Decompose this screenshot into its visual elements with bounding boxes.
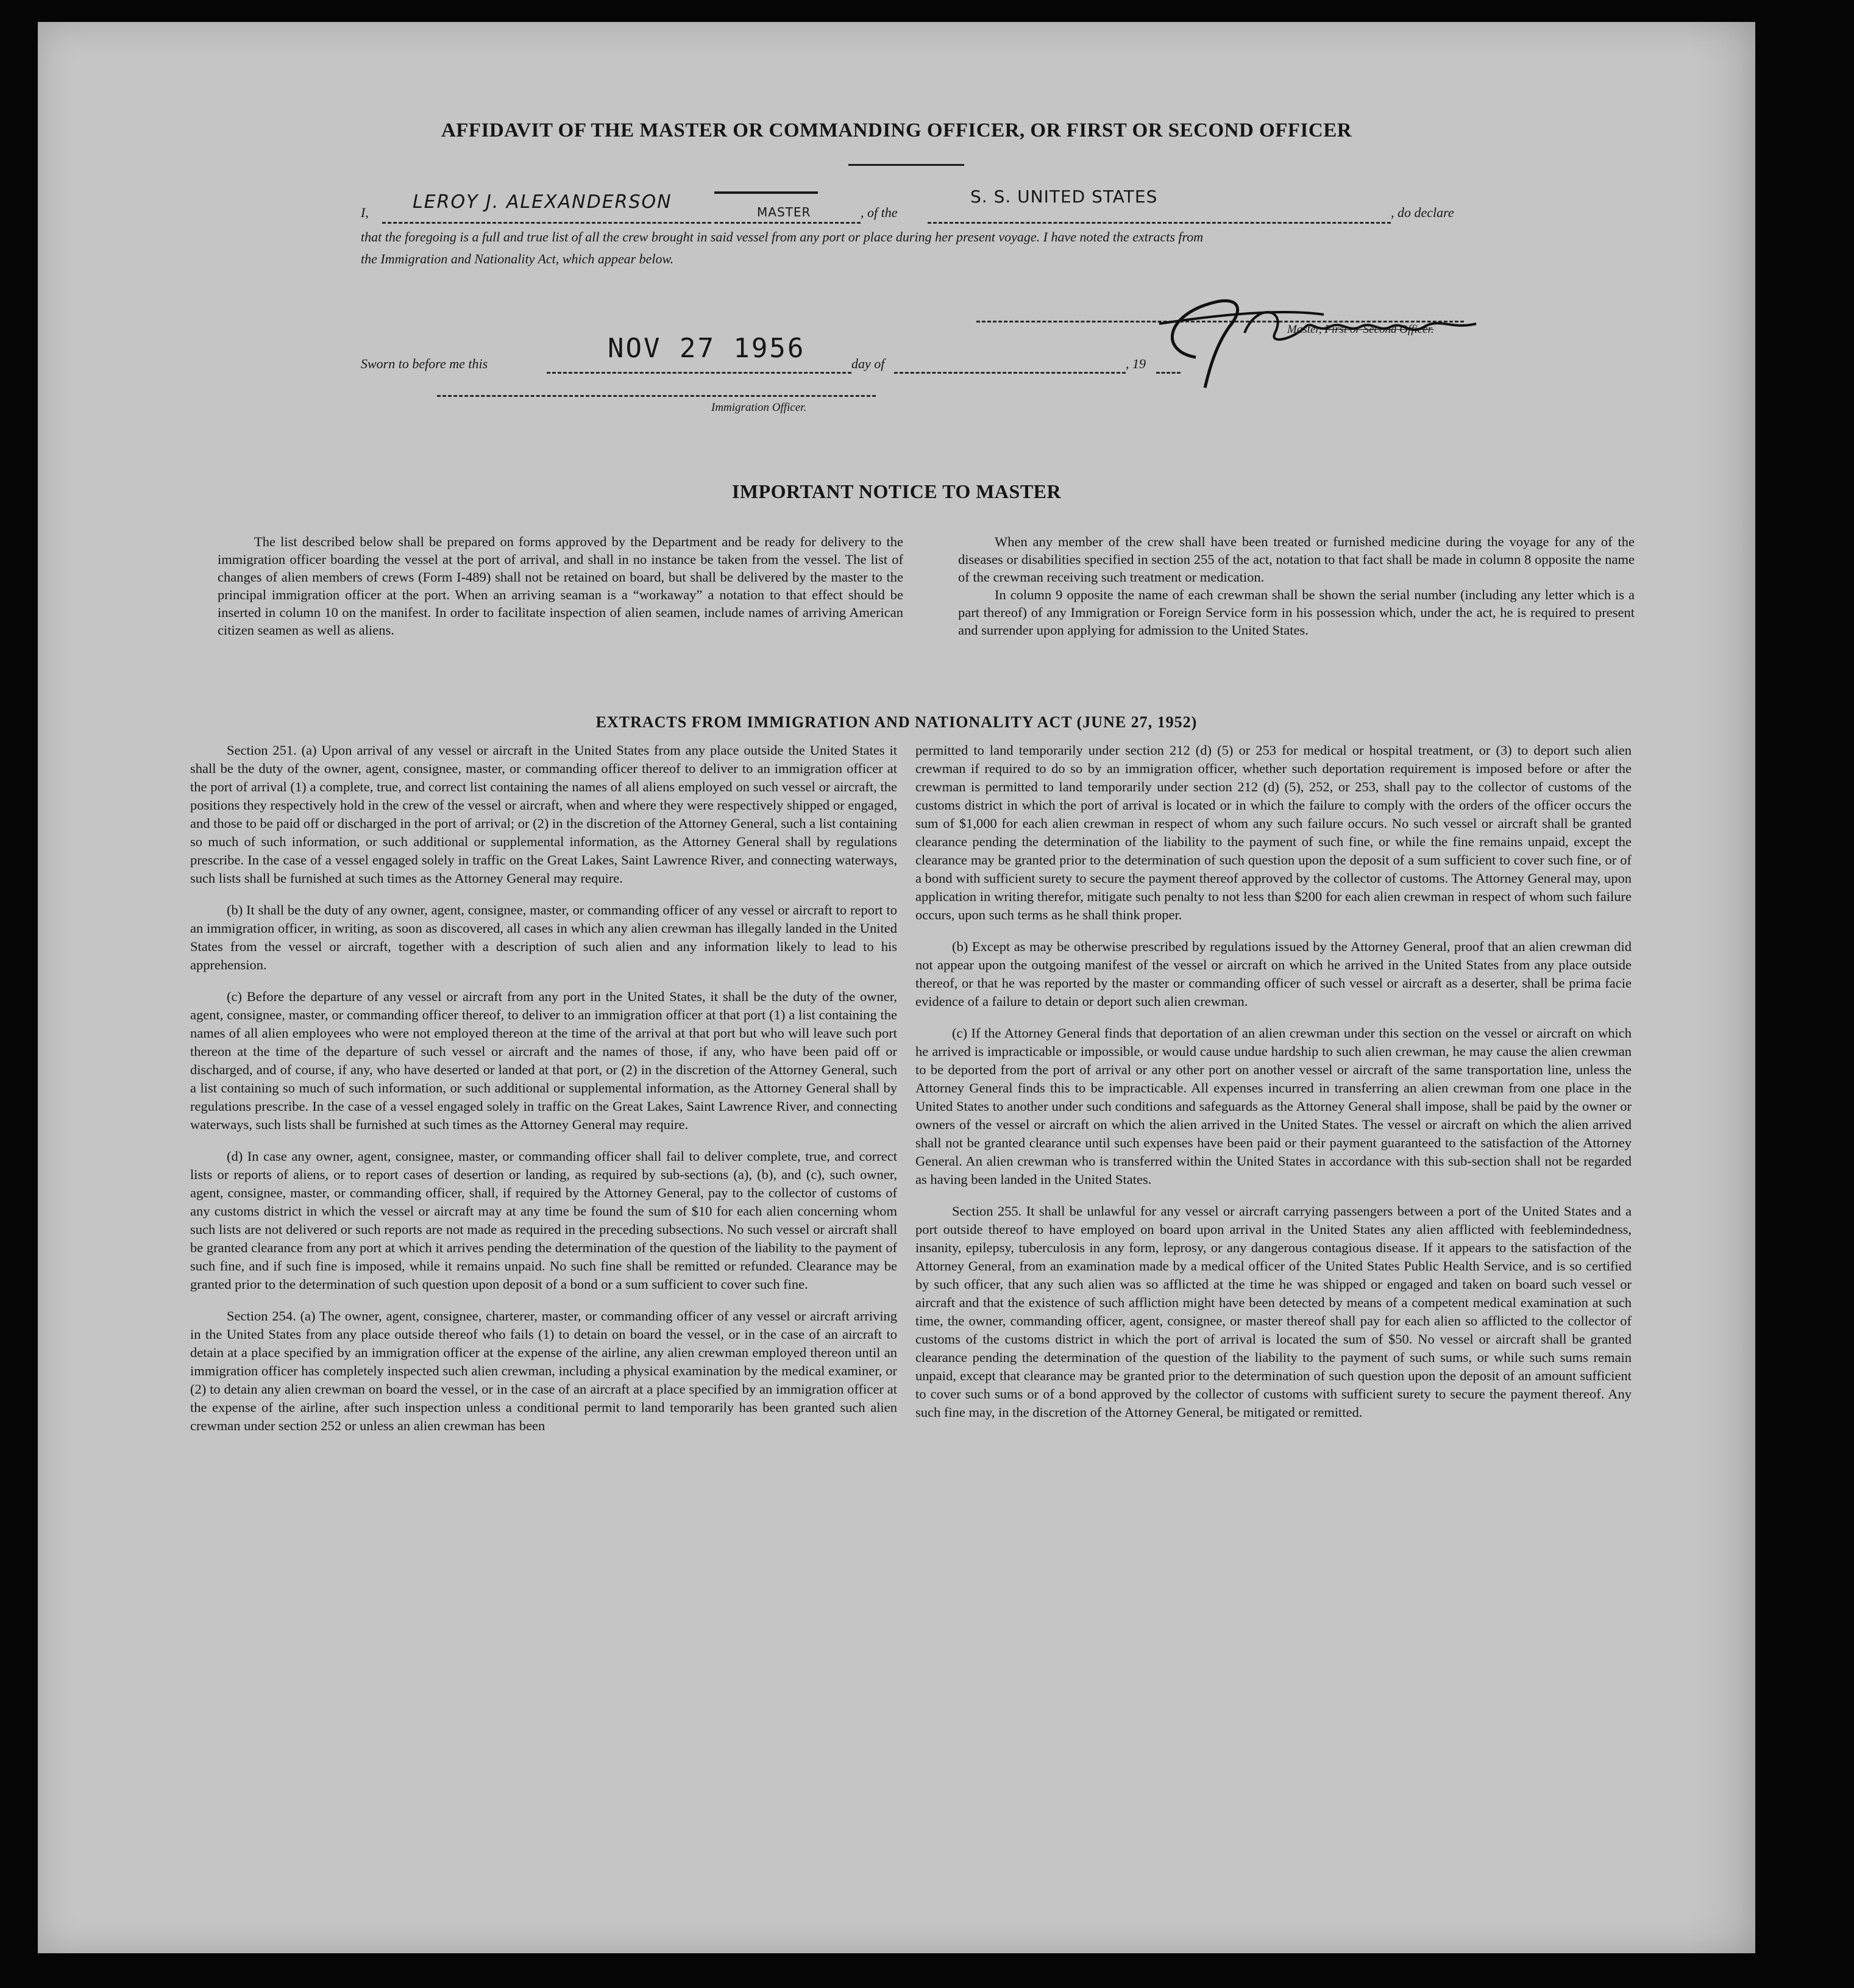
- i-label: I,: [361, 205, 369, 220]
- sworn-date-line: [547, 372, 851, 374]
- notice-right: [958, 533, 1635, 639]
- declaration-line-2: the Immigration and Nationality Act, which appear below.: [361, 251, 674, 266]
- section-251-c: (c) Before the departure of any vessel or aircraft from any port in the United States, it shall be the duty of the owner, agent, consignee, master, or commanding officer thereof, to deliver to an immigration officer at that port (1) a list containing the names of all alien employees who were not employed thereon at the time of the arrival at that port but who will leave such port thereon at the time of the departure of such vessel or aircraft and the names of those, if any, who have been paid off or discharged, and of course, if any, who have deserted or landed at that port, or (2) in the discretion of the Attorney General, such a list containing so much of such information, or such additional or supplemental information, as the Attorney General shall by regulations prescribe. In the case of a vessel engaged solely in traffic on the Great Lakes, Saint Lawrence River, and connecting waterways, such lists shall be furnished at such times as the Attorney General may require.: [190, 989, 897, 1132]
- page-edge-shadow: [1688, 22, 1755, 1953]
- section-254-a-continued: permitted to land temporarily under section 212 (d) (5) or 253 for medical or hospital treatment, or (3) to deport such alien crewman if required to do so by an immigration officer, whether such deportation requirement is imposed before or after the crewman is permitted to land temporarily under section 212 (d) (5), 252, or 253, shall pay to the collector of customs of the customs district in which the port of arrival is located or in which the failure to comply with the orders of the officer occurs the sum of $1,000 for each alien crewman in respect of whom any such failure occurs. No such vessel or aircraft shall be granted clearance pending the determination of the liability to the payment of such fine, or while the fine remains unpaid, except the clearance may be granted prior to the determination of such question upon the deposit of a sum sufficient to cover such fine, or of a bond with sufficient surety to secure the payment thereof approved by the collector of customs. The Attorney General may, upon application in writing therefor, mitigate such penalty to not less than $200 for each alien crewman in respect of whom such failure occurs, upon such terms as he shall think proper.: [915, 743, 1632, 922]
- name-line: [382, 222, 711, 224]
- title-underline: [848, 164, 964, 166]
- declaration-line-1: that the foregoing is a full and true list of all the crew brought in said vessel from any port or place during her present voyage. I have noted the extracts from: [361, 229, 1204, 244]
- year-line: [1156, 372, 1181, 374]
- immigration-officer-line: [437, 395, 876, 397]
- notice-right-paragraph-2: In column 9 opposite the name of each crewman shall be shown the serial number (including any letter which is a part thereof) of any Immigration or Foreign Service form in his possession which, under the act, he is required to present and surrender upon applying for admission to the United States.: [958, 587, 1635, 638]
- year-prefix: , 19: [1126, 356, 1146, 371]
- rank-strike: [714, 191, 818, 194]
- section-251-d: (d) In case any owner, agent, consignee, master, or commanding officer shall fail to deliver complete, true, and correct lists or reports of aliens, or to report cases of desertion or landing, as required by sub-sections (a), (b), and (c), such owner, agent, consignee, master, or commanding officer, shall, if required by the Attorney General, pay to the collector of customs of any customs district in which the vessel or aircraft may at any time be found the sum of $10 for each alien concerning whom such lists are not delivered or such reports are not made as required in the preceding subsections. No such vessel or aircraft shall be granted clearance from any port at which it arrives pending the determination of the question of the liability to the payment of such fine, and if such fine is imposed, while it remains unpaid. No such fine shall be remitted or refunded. Clearance may be granted prior to the determination of such question upon deposit of a bond or a sum sufficient to cover such fine.: [190, 1149, 897, 1292]
- section-254-b: (b) Except as may be otherwise prescribed by regulations issued by the Attorney General, proof that an alien crewman did not appear upon the outgoing manifest of the vessel or aircraft on which he arrived in the United States from any place outside thereof, or that he was reported by the master or commanding officer of such vessel or aircraft as a deserter, shall be prima facie evidence of a failure to detain or deport such alien crewman.: [915, 939, 1632, 1009]
- rank-line: [714, 222, 861, 224]
- vessel-line: [928, 222, 1391, 224]
- signature-caption-master: Master,: [1287, 323, 1322, 336]
- rank-text: MASTER: [757, 205, 811, 219]
- sworn-date-stamp: NOV 27 1956: [608, 333, 806, 364]
- extracts-title: EXTRACTS FROM IMMIGRATION AND NATIONALITY ACT (JUNE 27, 1952): [595, 713, 1198, 731]
- section-251-b: (b) It shall be the duty of any owner, agent, consignee, master, or commanding officer of any vessel or aircraft to report to an immigration officer, in writing, as soon as discovered, all cases in which any alien crewman has illegally landed in the United States from the vessel or aircraft, together with a description of such alien and any information likely to lead to his apprehension.: [190, 902, 897, 972]
- document-page: [38, 22, 1755, 1953]
- master-name: LEROY J. ALEXANDERSON: [413, 191, 672, 213]
- notice-title: IMPORTANT NOTICE TO MASTER: [731, 480, 1062, 502]
- extracts-left-column: [190, 741, 897, 1448]
- immigration-officer-caption: Immigration Officer.: [711, 401, 807, 414]
- section-251-a: Section 251. (a) Upon arrival of any vessel or aircraft in the United States from any place outside the United States it shall be the duty of the owner, agent, consignee, master, or commanding officer thereof to deliver to an immigration officer at the port of arrival (1) a complete, true, and correct list containing the names of all aliens employed on such vessel or aircraft, the positions they respectively hold in the crew of the vessel or aircraft, when and where they were respectively shipped or engaged, and those to be paid off or discharged in the port of arrival; or (2) in the discretion of the Attorney General, such a list containing so much of such information, or such additional or supplemental information, as the Attorney General shall by regulations prescribe. In the case of a vessel engaged solely in traffic on the Great Lakes, Saint Lawrence River, and connecting waterways, such lists shall be furnished at such times as the Attorney General may require.: [190, 743, 897, 886]
- section-255: Section 255. It shall be unlawful for any vessel or aircraft carrying passengers between a port of the United States and a port outside thereof to have employed on board upon arrival in the United States any alien afflicted with feeblemindedness, insanity, epilepsy, tuberculosis in any form, leprosy, or any dangerous contagious disease. If it appears to the satisfaction of the Attorney General, from an examination made by a medical officer of the United States Public Health Service, and is so certified by such officer, that any such alien was so afflicted at the time he was shipped or engaged and taken on board such vessel or aircraft and that the existence of such affliction might have been detected by means of a competent medical examination at such time, the owner, commanding officer, agent, consignee, or master thereof shall pay for each alien so afflicted to the collector of customs of the customs district in which the port of arrival is located the sum of $50. No vessel or aircraft shall be granted clearance pending the determination of the question of the liability to the payment of such sums, or while such sums remain unpaid, except that clearance may be granted prior to the determination of such question upon the deposit of an amount sufficient to cover such sums or of a bond approved by the collector of customs with sufficient surety to secure the payment thereof. Any such fine may, in the discretion of the Attorney General, be mitigated or remitted.: [915, 1203, 1632, 1420]
- do-declare-label: , do declare: [1391, 205, 1454, 220]
- vessel-name: S. S. UNITED STATES: [970, 187, 1158, 207]
- notice-right-paragraph-1: When any member of the crew shall have been treated or furnished medicine during the voyage for any of the diseases or disabilities specified in section 255 of the act, notation to that fact shall be made in column 8 opposite the name of the crewman receiving such treatment or medication.: [958, 534, 1635, 585]
- signature-caption-struck: First or Second Officer.: [1324, 323, 1434, 336]
- section-254-a: Section 254. (a) The owner, agent, consignee, charterer, master, or commanding officer of any vessel or aircraft arriving in the United States from any place outside thereof who fails (1) to detain on board the vessel, or in the case of an aircraft to detain at a place specified by an immigration officer at the expense of the airline, any alien crewman employed thereon until an immigration officer has completely inspected such alien crewman, including a physical examination by the medical examiner, or (2) to detain any alien crewman on board the vessel, or in the case of an aircraft at a place specified by an immigration officer at the expense of the airline, after such inspection unless a conditional permit to land temporarily has been granted such alien crewman under section 252 or unless an alien crewman has been: [190, 1308, 897, 1433]
- sworn-label: Sworn to before me this: [361, 356, 488, 371]
- day-of-label: day of: [851, 356, 885, 371]
- notice-left-paragraph: The list described below shall be prepared on forms approved by the Department and be ready for delivery to the immigration officer boarding the vessel at the port of arrival, and shall in no instance be taken from the vessel. The list of changes of alien members of crews (Form I-489) shall not be retained on board, but shall be delivered by the master to the principal immigration officer at the port. When an arriving seaman is a “workaway” a notation to that effect should be inserted in column 10 on the manifest. In order to facilitate inspection of alien seamen, include names of arriving American citizen seamen as well as aliens.: [218, 534, 903, 638]
- notice-left: [218, 533, 903, 639]
- signature-caption: [1287, 323, 1434, 337]
- extracts-right-column: [915, 741, 1632, 1435]
- section-254-c: (c) If the Attorney General finds that deportation of an alien crewman under this section on the vessel or aircraft on which he arrived is impracticable or impossible, or would cause undue hardship to such alien crewman, he may cause the alien crewman to be deported from the port of arrival or any other port on another vessel or aircraft of the same transportation line, unless the Attorney General finds this to be impracticable. All expenses incurred in transferring an alien crewman from one place in the United States to another under such conditions and safeguards as the Attorney General shall impose, shall be paid by the owner or owners of the vessel or aircraft on which the alien arrived in the United States. The vessel or aircraft on which the alien arrived shall not be granted clearance until such expenses have been paid or their payment guaranteed to the satisfaction of the Attorney General. An alien crewman who is transferred within the United States in accordance with this sub-section shall not be regarded as having been landed in the United States.: [915, 1025, 1632, 1187]
- of-the-label: , of the: [861, 205, 898, 220]
- month-line: [894, 372, 1126, 374]
- affidavit-title: AFFIDAVIT OF THE MASTER OR COMMANDING OFFICER, OR FIRST OR SECOND OFFICER: [441, 119, 1352, 141]
